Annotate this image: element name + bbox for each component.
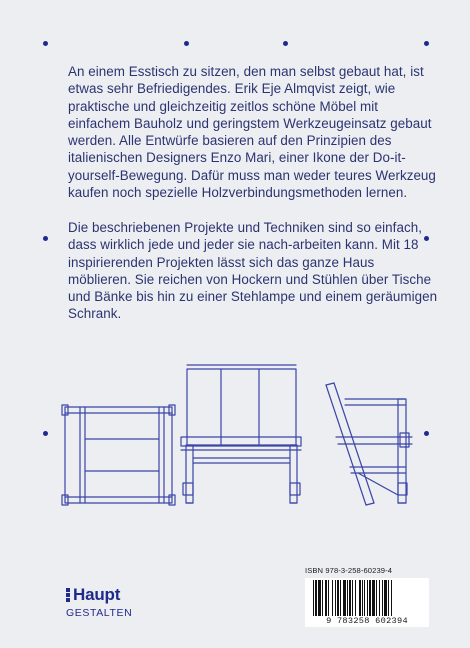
chair-front-view-sketch <box>181 365 301 503</box>
barcode-bar <box>332 580 333 616</box>
chair-sketches-illustration <box>0 355 470 520</box>
publisher-name: Haupt <box>73 585 121 604</box>
barcode-bar <box>362 580 363 616</box>
blurb-paragraph-2: Die beschriebenen Projekte und Techniken sind so einfach, dass wirklich jede und jeder sie nach-arbeiten kann. Mit 18 inspirierenden Projekten lässt sich das ganze Haus möblieren. Sie reichen von Hockern und Stühlen über Tische und Bänke bis hin zu einer Stehlampe und einem geräumigen Schrank. <box>68 220 438 322</box>
barcode-bar <box>367 580 368 616</box>
barcode-bar <box>376 580 377 616</box>
publisher-mark-icon <box>66 588 70 602</box>
barcode-bar <box>315 580 317 616</box>
barcode-bar <box>328 580 329 616</box>
chair-side-view-sketch <box>326 383 412 505</box>
barcode-bar <box>337 580 339 616</box>
publisher-logo <box>66 585 132 619</box>
barcode-bar <box>352 580 353 616</box>
publisher-imprint: GESTALTEN <box>66 607 133 619</box>
barcode-bar <box>347 580 348 616</box>
barcode-digits: 9 783258 602394 <box>326 616 408 626</box>
barcode-bar <box>388 580 389 616</box>
decorative-dot <box>283 41 288 46</box>
barcode-bars <box>305 580 429 618</box>
barcode-bar <box>349 580 351 616</box>
isbn-barcode <box>305 566 429 626</box>
barcode-bar <box>343 580 346 616</box>
barcode-bar <box>313 580 314 616</box>
barcode-bar <box>372 580 375 616</box>
barcode-bar <box>369 580 371 616</box>
barcode-bar <box>325 580 327 616</box>
barcode-bar <box>318 580 321 616</box>
barcode-bar <box>364 580 365 616</box>
barcode-bar <box>382 580 383 616</box>
barcode-bar <box>340 580 341 616</box>
decorative-dot <box>184 41 189 46</box>
decorative-dot <box>424 41 429 46</box>
barcode-bar <box>391 580 392 616</box>
decorative-dot <box>43 236 48 241</box>
barcode-bar <box>379 580 380 616</box>
barcode-bar <box>322 580 323 616</box>
barcode-bar <box>335 580 336 616</box>
decorative-dot <box>43 41 48 46</box>
chair-top-view-sketch <box>62 405 175 505</box>
isbn-label: ISBN 978-3-258-60239-4 <box>305 566 393 575</box>
barcode-bar <box>355 580 356 616</box>
barcode-bar <box>384 580 387 616</box>
blurb-paragraph-1: An einem Esstisch zu sitzen, den man selbst gebaut hat, ist etwas sehr Befriedigendes. Erik Eje Almqvist zeigt, wie praktische und gleichzeitig zeitlos schöne Möbel mit einfachem Bauholz und geringstem Werkzeugeinsatz gebaut werden. Alle Entwürfe basieren auf den Prinzipien des italienischen Designers Enzo Mari, einer Ikone der Do-it-yourself-Bewegung. Dafür muss man weder teures Werkzeug kaufen noch spezielle Holzverbindungsmethoden lernen. <box>68 64 436 201</box>
barcode-bar <box>359 580 361 616</box>
barcode-panel <box>305 578 429 627</box>
